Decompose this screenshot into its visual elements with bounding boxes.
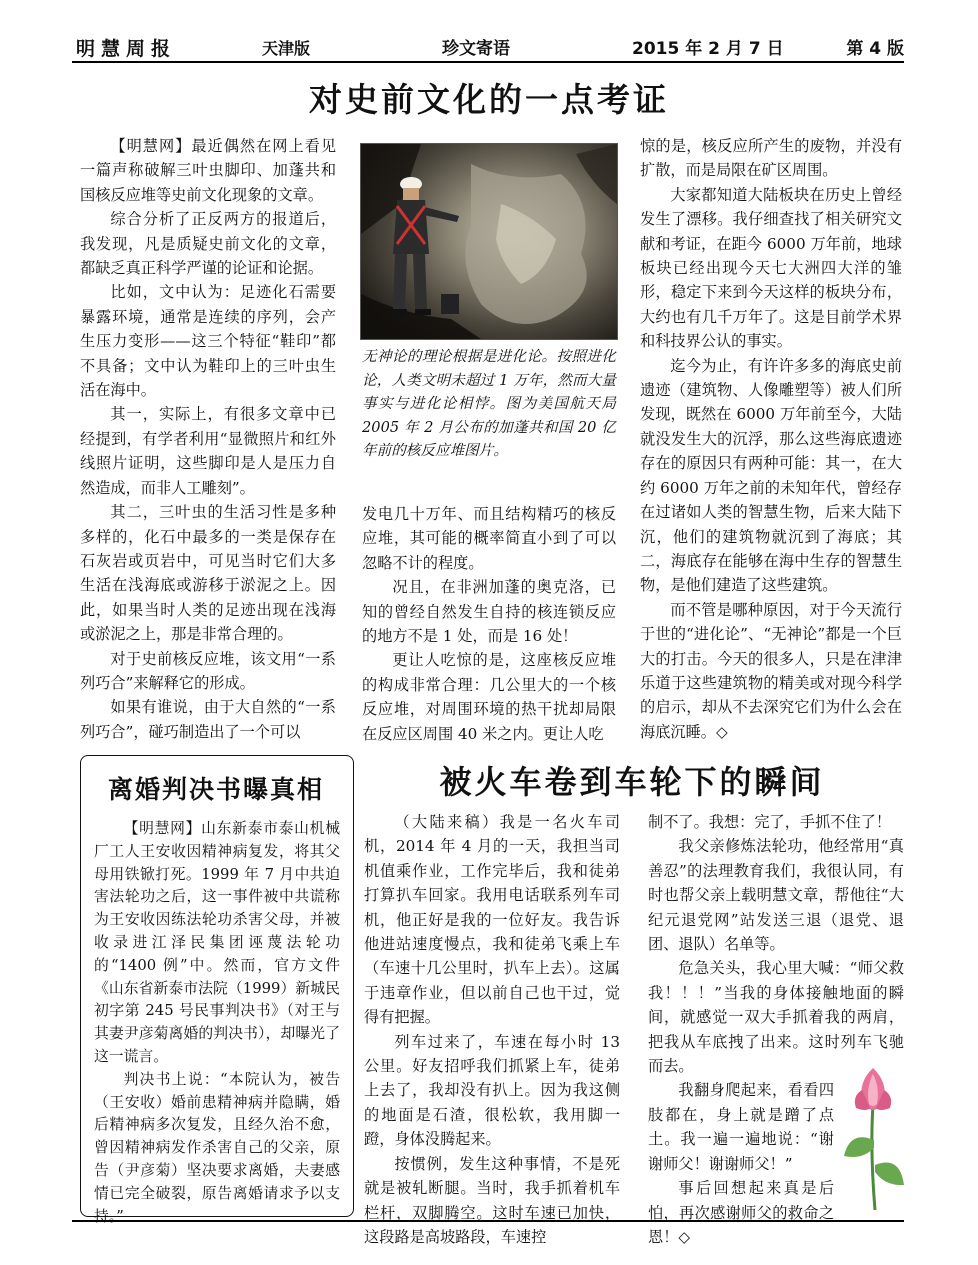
paragraph: 大家都知道大陆板块在历史上曾经发生了漂移。我仔细查找了相关研究文献和考证，在距今 6000 万年前，地球板块已经出现今天七大洲四大洋的雏形，稳定下来到今天这样的板块分布，大约也有几千万年了。这是目前学术界和科技界公认的事实。	[640, 185, 902, 351]
paragraph: 危急关头，我心里大喊：“师父救我！！！”当我的身体接触地面的瞬间，就感觉一双大手抓着我的两肩，把我从车底拽了出来。这时列车飞驰而去。	[648, 959, 904, 1076]
paragraph: （大陆来稿）我是一名火车司机，2014 年 4 月的一天，我担当司机值乘作业，工作完毕后，我和徒弟打算扒车回家。我用电话联系列车司机，他正好是我的一位好友。我告诉他进站速度慢点，我和徒弟飞乘上车（车速十几公里时，扒车上去）。这属于违章作业，但以前自己也干过，觉得有把握。	[364, 813, 620, 1027]
paragraph: 况且，在非洲加蓬的奥克洛，已知的曾经自然发生自持的核连锁反应的地方不是 1 处，而是 16 处！	[362, 578, 616, 646]
paragraph: 判决书上说：“本院认为，被告（王安收）婚前患精神病并隐瞒，婚后精神病多次复发，且经久治不愈，曾因精神病发作杀害自己的父亲，原告（尹彦菊）坚决要求离婚，夫妻感情已完全破裂，原告离婚请求予以支持。”	[94, 1070, 340, 1225]
article2-body	[94, 818, 340, 1228]
paragraph: 其一，实际上，有很多文章中已经提到，有学者利用“显微照片和红外线照片证明，这些脚印是人是压力自然造成，而非人工雕刻”。	[80, 405, 336, 497]
paragraph: 比如，文中认为：足迹化石需要暴露环境，通常是连续的序列，会产生压力变形——这三个特征“鞋印”都不具备；文中认为鞋印上的三叶虫生活在海中。	[80, 283, 336, 400]
article1-column-3	[640, 134, 902, 744]
paragraph: 如果有谁说，由于大自然的“一系列巧合”，碰巧制造出了一个可以	[80, 698, 336, 741]
article2-title: 离婚判决书曝真相	[107, 775, 324, 804]
paragraph: 【明慧网】最近偶然在网上看见一篇声称破解三叶虫脚印、加蓬共和国核反应堆等史前文化现象的文章。	[80, 137, 336, 204]
edition-label: 天津版	[262, 39, 311, 58]
paragraph: 惊的是，核反应所产生的废物，并没有扩散，而是局限在矿区周围。	[640, 137, 902, 180]
paragraph: 列车过来了，车速在每小时 13 公里。好友招呼我们抓紧上车，徒弟上去了，我却没有扒上。因为我这侧的地面是石渣，很松软，我用脚一蹬，身体没腾起来。	[364, 1032, 620, 1149]
newspaper-name: 明慧周报	[76, 38, 177, 60]
article1-title: 对史前文化的一点考证	[309, 80, 669, 119]
article3-column-1	[364, 810, 620, 1249]
photo-caption: 无神论的理论根据是进化论。按照进化论，人类文明未超过 1 万年，然而大量事实与进化论相悖。图为美国航天局 2005 年 2 月公布的加蓬共和国 20 亿年前的核反应堆图片。	[362, 348, 616, 460]
paragraph: 迄今为止，有许许多多的海底史前遗迹（建筑物、人像雕塑等）被人们所发现，既然在 6000 万年前至今，大陆就没发生大的沉浮，那么这些海底遗迹存在的原因只有两种可能：其一，在大约 6000 万年之前的未知年代，曾经存在过诸如人类的智慧生物，后来大陆下沉，他们的建筑物就沉到了海底；其二，海底存在能够在海中生存的智慧生物，是他们建造了这些建筑。	[640, 356, 902, 595]
paragraph: 更让人吃惊的是，这座核反应堆的构成非常合理：几公里大的一个核反应堆，对周围环境的热干扰却局限在反应区周围 40 米之内。更让人吃	[362, 651, 616, 743]
article3-title: 被火车卷到车轮下的瞬间	[439, 763, 825, 801]
paragraph: 而不管是哪种原因，对于今天流行于世的“进化论”、“无神论”都是一个巨大的打击。今天的很多人，只是在津津乐道于这些建筑物的精美或对现今科学的启示，却从不去深究它们为什么会在海底沉睡。◇	[640, 600, 902, 741]
article1-column-2	[362, 502, 616, 746]
section-label: 珍文寄语	[442, 39, 510, 59]
issue-date: 2015 年 2 月 7 日	[632, 39, 784, 59]
paragraph: 【明慧网】山东新泰市泰山机械厂工人王安收因精神病复发，将其父母用铁锨打死。1999 年 7 月中共迫害法轮功之后，这一事件被中共谎称为王安收因练法轮功杀害父母，并被收录进江泽民集团诬蔑法轮功的“1400 例”中。然而，官方文件《山东省新泰市法院（1999）新城民初字第 245 号民事判决书》（对王与其妻尹彦菊离婚的判决书），却曝光了这一谎言。	[94, 820, 340, 1065]
paragraph: 我翻身爬起来，看看四肢都在，身上就是蹭了点土。我一遍一遍地说：“谢谢师父！谢谢师父！”	[648, 1081, 834, 1173]
paragraph: 发电几十万年、而且结构精巧的核反应堆，其可能的概率简直小到了可以忽略不计的程度。	[362, 505, 616, 572]
masthead-rule	[72, 61, 904, 63]
masthead	[72, 34, 904, 60]
article1-column-1	[80, 134, 336, 744]
paragraph: 事后回想起来真是后怕，再次感谢师父的救命之恩！◇	[648, 1179, 834, 1246]
paragraph: 对于史前核反应堆，该文用“一系列巧合”来解释它的形成。	[80, 649, 336, 692]
page-bottom-rule	[72, 1220, 904, 1222]
paragraph: 综合分析了正反两方的报道后，我发现，凡是质疑史前文化的文章，都缺乏真正科学严谨的论证和论据。	[80, 210, 336, 278]
paragraph: 其二，三叶虫的生活习性是多种多样的，化石中最多的一类是保存在石灰岩或页岩中，可见当时它们大多生活在浅海底或游移于淤泥之上。因此，如果当时人类的足迹出现在浅海或淤泥之上，那是非常合理的。	[80, 503, 336, 644]
paragraph: 我父亲修炼法轮功，他经常用“真善忍”的法理教育我们，我很认同，有时也帮父亲上载明慧文章，帮他往“大纪元退党网”站发送三退（退党、退团、退队）名单等。	[648, 837, 904, 954]
lotus-flower-icon	[840, 1060, 906, 1210]
page-number: 第 4 版	[846, 39, 904, 59]
paragraph: 按惯例，发生这种事情，不是死就是被轧断腿。当时，我手抓着机车栏杆，双脚腾空。这时车速已加快，这段路是高坡路段，车速控	[364, 1154, 620, 1246]
cave-miner-photo	[360, 143, 618, 340]
paragraph: 制不了。我想：完了，手抓不住了！	[648, 813, 891, 831]
